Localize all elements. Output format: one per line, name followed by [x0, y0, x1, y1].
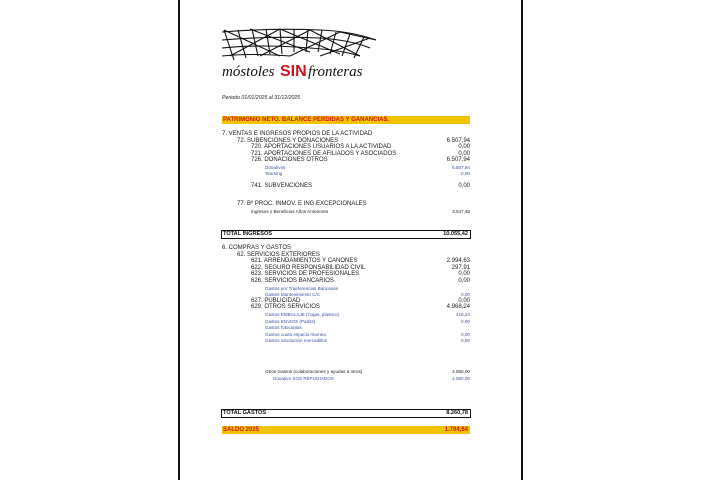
gastos-row-value: 0,00 [461, 318, 470, 324]
gastos-row-label: Gastos Mantenimiento C/C [265, 292, 321, 298]
gastos-row-label: 62. SERVICIOS EXTERIORES [237, 251, 320, 258]
total-ingresos-label: TOTAL INGRESOS [223, 231, 273, 237]
logo-text-sin: SIN [280, 63, 307, 80]
ingresos-row-label: 720. APORTACIONES USUARIOS A LA ACTIVIDAD [251, 144, 392, 150]
gastos-row-value: 2.994,63 [446, 258, 470, 265]
gastos-row-value: 0,00 [458, 278, 470, 284]
gastos-row-label: 627. PUBLICIDAD [251, 297, 301, 304]
ingresos-row [222, 208, 470, 215]
gastos-row-value: 0,00 [458, 297, 470, 304]
right-border-bar [521, 0, 523, 480]
report-period: Periodo 01/01/2025 al 31/12/2025 [222, 95, 301, 101]
gastos-row-value: 4.968,24 [446, 304, 470, 311]
saldo-row [222, 426, 470, 434]
mostoles-sin-fronteras-logo [220, 26, 380, 82]
ingresos-row-label: 72. SUBENCIONES Y DONACIONES [237, 137, 339, 144]
ingresos-row-label: Donativos [265, 164, 286, 170]
ingresos-row-label: 721. APORTACIONES DE AFILIADOS Y ASOCIADOS [251, 150, 397, 157]
ingresos-row-value: 6.507,94 [452, 164, 470, 170]
saldo-value: 1.794,64 [444, 427, 468, 433]
ingresos-row-value: 6.507,94 [446, 137, 470, 144]
report-title: PATRIMONIO NETO. BALANCE PERDIDAS Y GANANCIAS. [223, 117, 390, 123]
total-ingresos-value: 10.055,42 [443, 231, 468, 237]
total-gastos-row [221, 409, 471, 418]
gastos-row-label: Gastos fotocopias [265, 325, 302, 331]
ingresos-row-label: Ingresos y Beneficios Años Anteriores [251, 208, 329, 214]
gastos-row-label: Gastos cuota espacio Alamea [265, 331, 326, 337]
ingresos-row-label: 77. Bº PROC. INMOV. E ING.EXCEPCIONALES [237, 201, 367, 207]
gastos-row-label: 622. SEGURO RESPONSABILIDAD CIVIL [251, 264, 366, 271]
ingresos-row-value: 0,00 [458, 144, 470, 150]
ingresos-row-label: 726. DONACIONES OTROS [251, 157, 328, 163]
ingresos-row-label: 741. SUBVENCIONES [251, 182, 313, 189]
ingresos-row-label: Teaming [265, 171, 283, 176]
logo-text-mostoles: móstoles [222, 64, 275, 80]
gastos-row-label: Donativo SOS REFUGIADOS [273, 375, 334, 381]
gastos-row-label: 629. OTROS SERVICIOS [251, 304, 320, 311]
gastos-row-label: 6. COMPRAS Y GASTOS [222, 245, 292, 251]
gastos-row-label: Gastos EMBALAJE (Cajas, plastico) [265, 312, 340, 317]
gastos-row-value: 4.550,00 [452, 375, 470, 381]
gastos-row-value: 0,00 [461, 292, 470, 298]
total-gastos-label: TOTAL GASTOS [223, 410, 267, 416]
gastos-row [222, 337, 470, 344]
gastos-row-label: Otros Gastos (colaboraciones y ayudas a otros) [265, 369, 363, 374]
gastos-row-label: Gastos por Trasferencias Bancarias [265, 285, 339, 291]
gastos-row-label: 626. SERVICIOS BANCARIOS [251, 278, 334, 284]
ingresos-row [222, 183, 470, 190]
gastos-row-label: Gastos inscripción mercadillos [265, 338, 328, 344]
ingresos-row-value: 0,00 [458, 182, 470, 189]
gastos-row-value: 297,91 [451, 264, 470, 271]
ingresos-row-value: 0,00 [461, 171, 470, 176]
total-ingresos-row [221, 230, 471, 239]
report-title-band [222, 116, 470, 124]
total-gastos-value: 8.260,78 [446, 410, 468, 416]
left-border-bar [178, 0, 180, 480]
gastos-row-value: 0,00 [461, 338, 470, 344]
ingresos-row-label: 7. VENTAS E INGRESOS PROPIOS DE LA ACTIVIDAD [222, 131, 373, 137]
gastos-row-value: 4.550,00 [452, 369, 470, 374]
gastos-row-label: Gastos ENVIOS (Palets) [265, 318, 316, 324]
logo-text-fronteras: fronteras [308, 64, 363, 80]
ingresos-row-value: 3.547,48 [452, 208, 470, 214]
gastos-row-value: 0,00 [461, 331, 470, 337]
ingresos-row-value: 0,00 [458, 150, 470, 157]
saldo-label: SALDO 2025 [223, 427, 260, 433]
ingresos-row [222, 170, 470, 177]
gastos-row-value: 416,24 [455, 312, 470, 317]
ingresos-row-value: 6.507,94 [446, 157, 470, 163]
gastos-row-value: 0,00 [458, 271, 470, 278]
gastos-row [222, 375, 470, 382]
gastos-row-label: 623. SERVICIOS DE PROFESIONALES [251, 271, 360, 278]
gastos-row-label: 621. ARRENDAMIENTOS Y CANONES [251, 258, 358, 265]
